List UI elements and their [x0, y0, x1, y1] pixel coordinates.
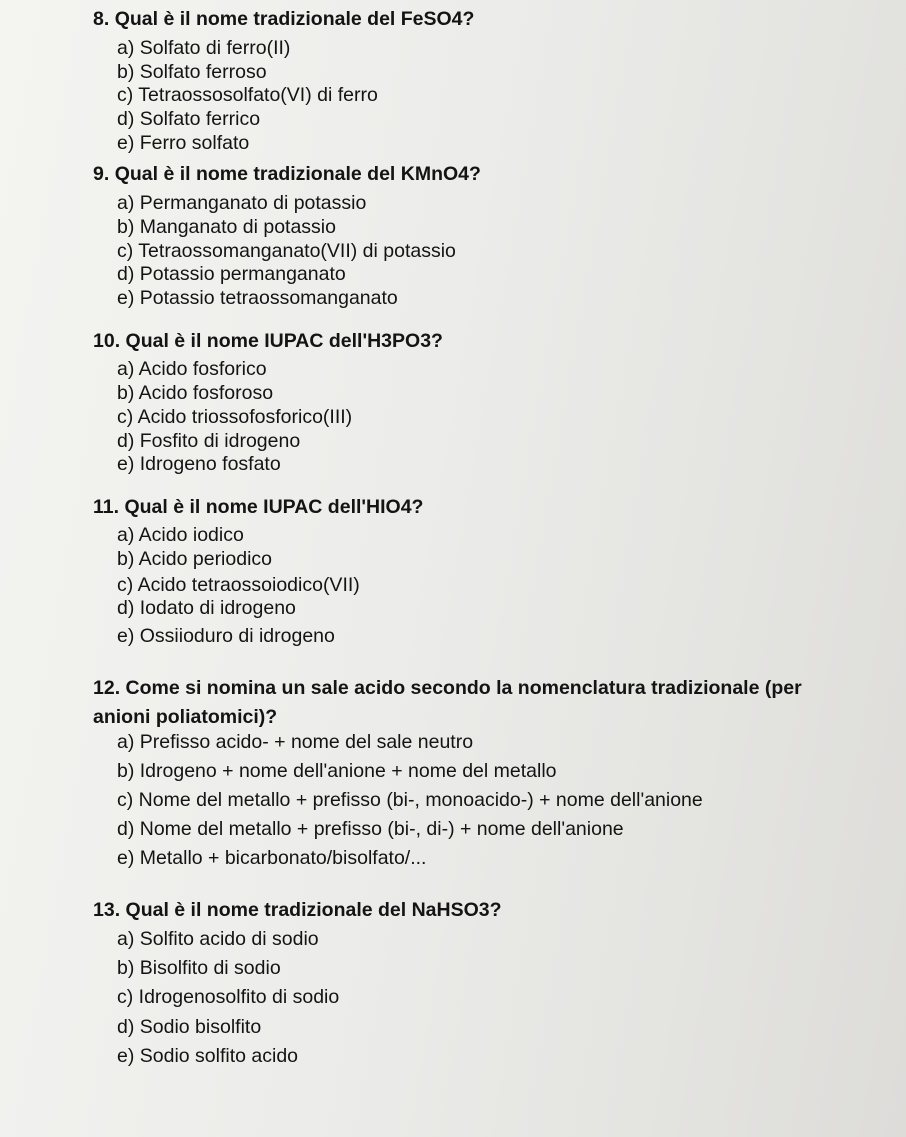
question-8-option-a: a) Solfato di ferro(II)	[117, 37, 291, 59]
question-13	[93, 899, 502, 922]
question-13-option-b: b) Bisolfito di sodio	[117, 957, 281, 979]
question-11-option-a: a) Acido iodico	[117, 524, 244, 546]
question-11	[93, 496, 423, 519]
question-8	[93, 8, 474, 31]
question-8-number: 8.	[93, 8, 110, 30]
question-9	[93, 163, 481, 186]
question-9-text: Qual è il nome tradizionale del KMnO4?	[114, 163, 481, 185]
question-13-text: Qual è il nome tradizionale del NaHSO3?	[125, 899, 502, 921]
question-12-option-d: d) Nome del metallo + prefisso (bi-, di-) + nome dell'anione	[117, 818, 624, 840]
question-10-number: 10.	[93, 330, 121, 352]
question-9-option-c: c) Tetraossomanganato(VII) di potassio	[117, 240, 456, 262]
question-11-text: Qual è il nome IUPAC dell'HIO4?	[124, 496, 424, 518]
question-10-text: Qual è il nome IUPAC dell'H3PO3?	[125, 330, 443, 352]
question-10	[93, 330, 443, 353]
question-12-number: 12.	[93, 677, 121, 699]
question-11-option-e: e) Ossiioduro di idrogeno	[117, 625, 335, 647]
question-12-option-b: b) Idrogeno + nome dell'anione + nome del metallo	[117, 760, 557, 782]
question-11-option-b: b) Acido periodico	[117, 548, 273, 570]
question-9-option-d: d) Potassio permanganato	[117, 263, 346, 285]
question-8-option-d: d) Solfato ferrico	[117, 108, 261, 130]
question-10-option-c: c) Acido triossofosforico(III)	[117, 406, 353, 428]
question-12-option-c: c) Nome del metallo + prefisso (bi-, monoacido-) + nome dell'anione	[117, 789, 703, 811]
question-9-option-e: e) Potassio tetraossomanganato	[117, 287, 398, 309]
question-13-option-c: c) Idrogenosolfito di sodio	[117, 986, 340, 1008]
question-13-number: 13.	[93, 899, 121, 921]
question-12	[93, 674, 813, 732]
question-11-option-d: d) Iodato di idrogeno	[117, 597, 296, 619]
question-9-option-a: a) Permanganato di potassio	[117, 192, 367, 214]
question-13-option-a: a) Solfito acido di sodio	[117, 928, 319, 950]
question-10-option-e: e) Idrogeno fosfato	[117, 453, 281, 475]
question-12-option-a: a) Prefisso acido- + nome del sale neutro	[117, 731, 474, 753]
question-10-option-b: b) Acido fosforoso	[117, 382, 274, 404]
question-13-option-e: e) Sodio solfito acido	[117, 1045, 299, 1067]
question-12-option-e: e) Metallo + bicarbonato/bisolfato/...	[117, 847, 427, 869]
question-8-text: Qual è il nome tradizionale del FeSO4?	[114, 8, 475, 30]
question-13-option-d: d) Sodio bisolfito	[117, 1016, 262, 1038]
question-8-option-e: e) Ferro solfato	[117, 132, 250, 154]
question-11-option-c: c) Acido tetraossoiodico(VII)	[117, 574, 360, 596]
question-12-text: Come si nomina un sale acido secondo la nomenclatura tradizionale (per anioni poliatomici)?	[93, 677, 802, 728]
question-9-number: 9.	[93, 163, 110, 185]
question-9-option-b: b) Manganato di potassio	[117, 216, 336, 238]
question-8-option-b: b) Solfato ferroso	[117, 61, 267, 83]
question-8-option-c: c) Tetraossosolfato(VI) di ferro	[117, 84, 378, 106]
question-10-option-a: a) Acido fosforico	[117, 358, 267, 380]
question-10-option-d: d) Fosfito di idrogeno	[117, 430, 301, 452]
question-11-number: 11.	[93, 496, 120, 518]
